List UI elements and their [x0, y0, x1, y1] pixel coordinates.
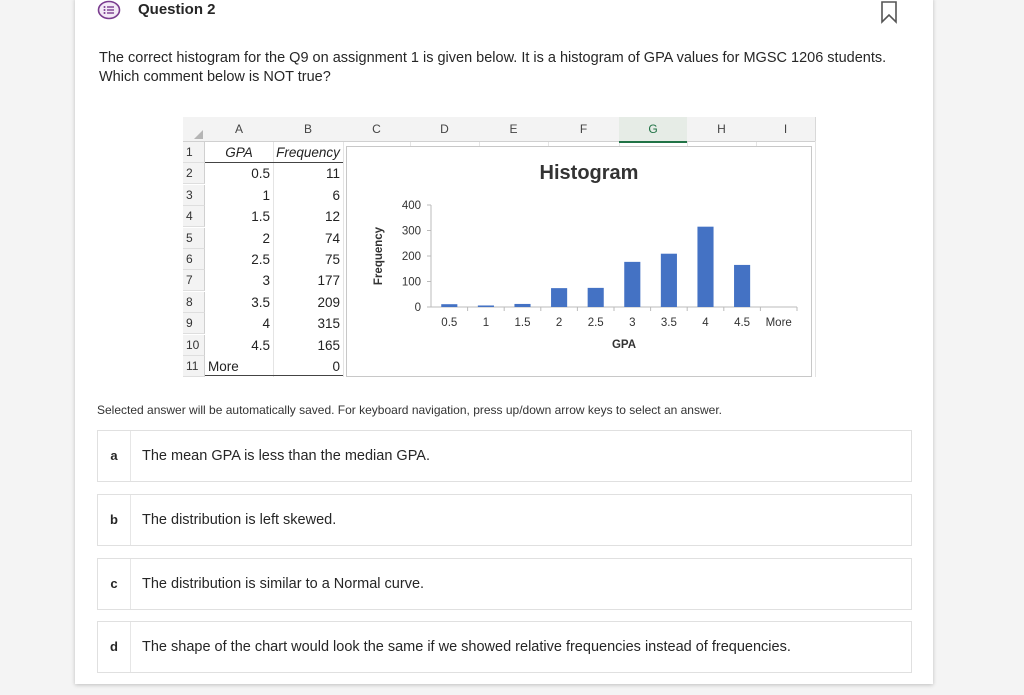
- gpa-cell: 1: [262, 187, 270, 203]
- row-header-5: 5: [183, 228, 205, 249]
- y-tick-label: 400: [401, 200, 421, 212]
- frequency-cell: 315: [317, 316, 340, 332]
- option-text: The distribution is left skewed.: [142, 512, 337, 528]
- row-header-10: 10: [183, 335, 205, 356]
- column-header-a: A: [205, 117, 274, 142]
- x-tick-label: 4.5: [734, 317, 751, 329]
- frequency-cell: 11: [325, 166, 340, 182]
- column-header-i: I: [756, 117, 816, 142]
- histogram-bar: [588, 288, 604, 307]
- frequency-cell: 209: [317, 294, 340, 310]
- x-tick-label: 2: [555, 317, 563, 329]
- histogram-bar: [514, 304, 530, 307]
- option-text: The mean GPA is less than the median GPA.: [142, 448, 430, 464]
- gpa-header-cell: GPA: [225, 145, 253, 160]
- table-border: [205, 162, 343, 163]
- row-header-11: 11: [183, 356, 205, 377]
- gpa-cell: 1.5: [251, 209, 270, 225]
- gpa-cell: 3: [262, 273, 270, 289]
- frequency-cell: 177: [317, 273, 340, 289]
- frequency-cell: 6: [332, 187, 340, 203]
- column-header-b: B: [273, 117, 344, 142]
- y-tick-label: 0: [414, 302, 421, 314]
- column-header-f: F: [548, 117, 620, 142]
- row-header-9: 9: [183, 313, 205, 334]
- gpa-cell: 4.5: [251, 337, 270, 353]
- column-header-d: D: [410, 117, 480, 142]
- column-header-e: E: [479, 117, 549, 142]
- frequency-header-cell: Frequency: [276, 145, 340, 160]
- column-header-h: H: [687, 117, 757, 142]
- x-tick-label: 3.5: [660, 317, 677, 329]
- option-letter: c: [98, 559, 131, 609]
- option-text: The distribution is similar to a Normal curve.: [142, 576, 425, 592]
- x-tick-label: 1.5: [514, 317, 531, 329]
- histogram-chart: [346, 146, 812, 377]
- x-tick-label: 1: [482, 317, 490, 329]
- frequency-cell: 165: [317, 337, 340, 353]
- gridline: [343, 141, 344, 377]
- row-header-1: 1: [183, 142, 205, 163]
- frequency-cell: 74: [324, 230, 340, 246]
- answer-option-c[interactable]: [97, 558, 912, 610]
- frequency-cell: 12: [324, 209, 340, 225]
- row-header-2: 2: [183, 163, 205, 184]
- row-header-7: 7: [183, 270, 205, 291]
- x-tick-label: 3: [629, 317, 636, 329]
- histogram-bar: [441, 304, 457, 307]
- question-title: Question 2: [138, 1, 216, 18]
- answer-option-a[interactable]: [97, 430, 912, 482]
- gpa-cell: 2.5: [251, 252, 270, 267]
- histogram-bar: [624, 262, 640, 307]
- gpa-cell: 4: [262, 316, 270, 332]
- x-tick-label: More: [765, 317, 792, 329]
- x-tick-label: 4: [702, 317, 709, 329]
- option-letter: d: [98, 622, 131, 672]
- y-tick-label: 300: [401, 225, 421, 238]
- frequency-cell: 75: [324, 252, 340, 267]
- x-tick-label: 0.5: [441, 317, 458, 329]
- chart-title: Histogram: [539, 162, 639, 184]
- column-header-g: G: [619, 117, 688, 143]
- row-header-3: 3: [183, 185, 205, 206]
- option-text: The shape of the chart would look the same if we showed relative frequencies instead of frequencies.: [142, 639, 791, 655]
- select-all-corner: [183, 117, 206, 142]
- row-header-8: 8: [183, 292, 205, 313]
- histogram-bar: [551, 288, 567, 307]
- row-header-4: 4: [183, 206, 205, 227]
- y-axis-label: Frequency: [373, 226, 385, 286]
- answer-option-b[interactable]: [97, 494, 912, 546]
- column-header-c: C: [343, 117, 411, 142]
- histogram-bar: [734, 265, 750, 307]
- histogram-bar: [697, 227, 713, 307]
- histogram-bar: [661, 254, 677, 307]
- gpa-cell: 2: [262, 230, 270, 246]
- histogram-svg: [347, 147, 811, 376]
- gpa-cell: 0.5: [251, 166, 270, 182]
- row-header-6: 6: [183, 249, 205, 270]
- frequency-cell: 0: [332, 359, 340, 374]
- gpa-cell: More: [208, 359, 239, 374]
- x-tick-label: 2.5: [587, 317, 604, 329]
- bookmark-icon[interactable]: [880, 0, 898, 24]
- question-prompt: The correct histogram for the Q9 on assignment 1 is given below. It is a histogram of GPA values for MGSC 1206 students. Which comment below is NOT true?: [99, 50, 887, 85]
- gridline: [815, 141, 816, 377]
- option-letter: b: [98, 495, 131, 545]
- histogram-bar: [478, 305, 494, 307]
- autosave-note: Selected answer will be automatically saved. For keyboard navigation, press up/down arrow keys to select an answer.: [97, 403, 722, 417]
- question-list-icon: [97, 0, 121, 20]
- y-tick-label: 100: [401, 276, 421, 289]
- answer-option-d[interactable]: [97, 621, 912, 673]
- table-border: [205, 375, 343, 376]
- option-letter: a: [98, 431, 131, 481]
- y-tick-label: 200: [401, 251, 421, 263]
- spreadsheet-image: [183, 117, 815, 377]
- gpa-cell: 3.5: [251, 294, 270, 310]
- x-axis-label: GPA: [611, 339, 637, 351]
